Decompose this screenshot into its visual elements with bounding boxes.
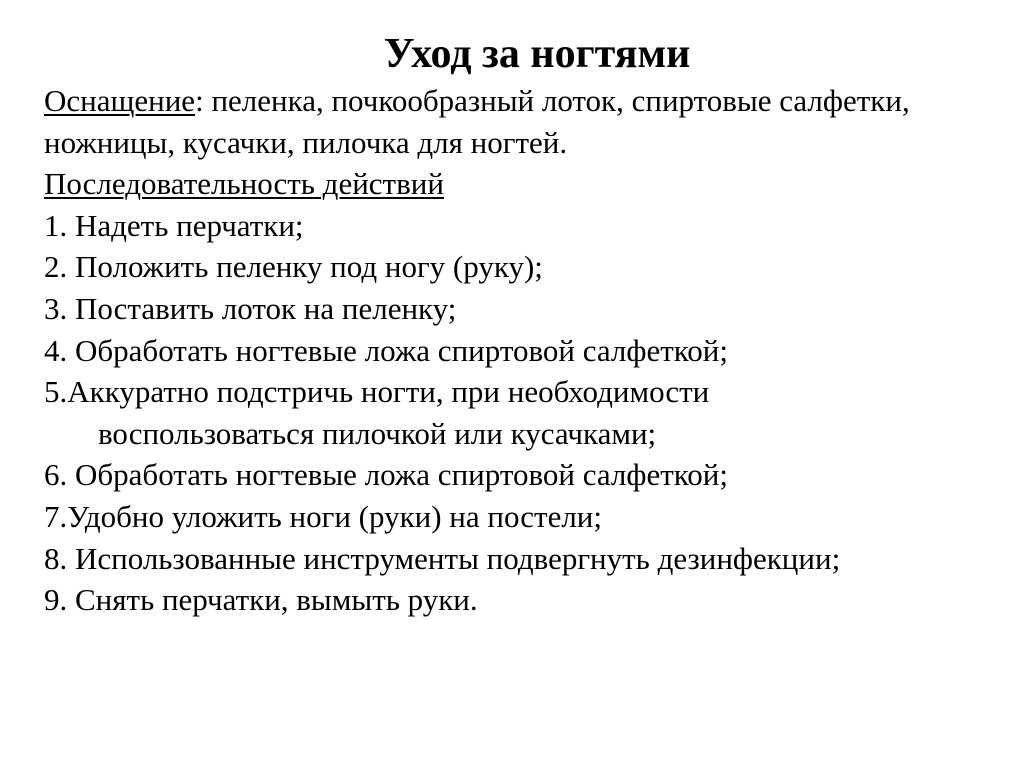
step-8: 8. Использованные инструменты подвергнуть дезинфекции; <box>44 540 841 576</box>
step-5-continuation: воспользоваться пилочкой или кусачками; <box>98 415 657 451</box>
slide-body <box>44 80 1014 621</box>
step-1: 1. Надеть перчатки; <box>44 207 304 243</box>
step-4: 4. Обработать ногтевые ложа спиртовой салфеткой; <box>44 332 728 368</box>
step-2: 2. Положить пеленку под ногу (руку); <box>44 249 543 285</box>
step-7: 7.Удобно уложить ноги (руки) на постели; <box>44 498 602 534</box>
equipment-list-start: : пеленка, почкообразный лоток, спиртовые салфетки, <box>195 83 910 118</box>
slide-title: Уход за ногтями <box>383 31 691 77</box>
step-9: 9. Снять перчатки, вымыть руки. <box>44 582 478 618</box>
equipment-label: Оснащение <box>44 83 196 118</box>
step-6: 6. Обработать ногтевые ложа спиртовой салфеткой; <box>44 457 728 493</box>
step-5: 5.Аккуратно подстричь ногти, при необходимости <box>44 374 710 410</box>
equipment-line-1 <box>44 80 1014 122</box>
step-3: 3. Поставить лоток на пеленку; <box>44 290 457 326</box>
sequence-heading-line <box>44 163 1014 205</box>
equipment-line-2: ножницы, кусачки, пилочка для ногтей. <box>44 124 568 160</box>
sequence-heading: Последовательность действий <box>44 166 444 202</box>
